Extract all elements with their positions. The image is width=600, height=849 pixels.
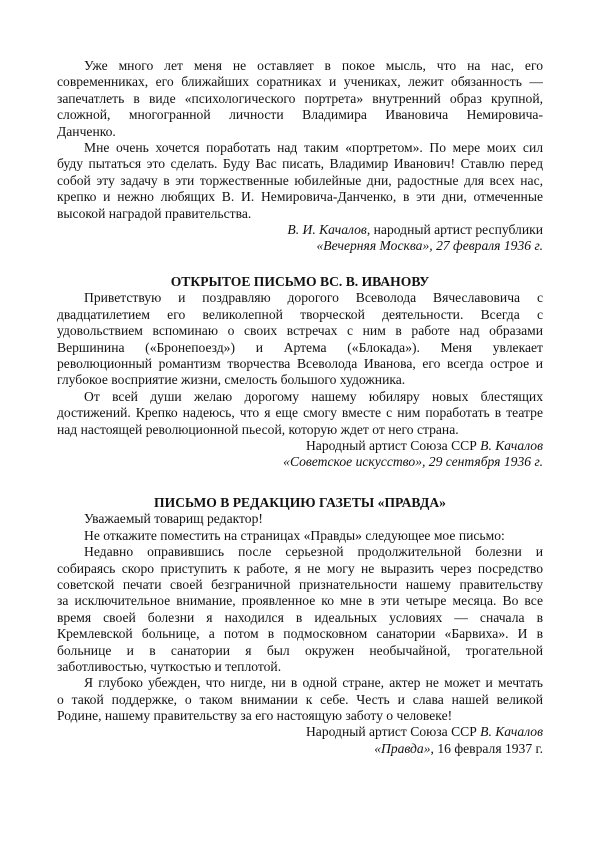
signature-italic: «Правда» — [374, 740, 431, 756]
text-line: высокой наградой правительства. — [57, 205, 252, 221]
signature-plain: Народный артист Союза ССР — [305, 437, 481, 453]
paragraph — [57, 675, 543, 724]
signature-line — [57, 238, 543, 254]
text-line: заботливостью, чуткостью и теплотой. — [57, 658, 282, 674]
signature-italic: В. Качалов — [480, 724, 543, 740]
signature-italic: «Вечерняя Москва», 27 февраля 1936 г. — [316, 238, 543, 254]
signature-italic: В. Качалов — [480, 437, 543, 453]
paragraph — [57, 290, 543, 388]
text-line: Я глубоко убежден, что нигде, ни в одной стране, актер не может и мечтать — [84, 675, 543, 691]
letter-section — [57, 274, 543, 471]
text-line: буду пытаться это сделать. Буду Вас писать, Владимир Иванович! Ставлю перед — [57, 156, 543, 172]
text-line: От всей души желаю дорогому нашему юбиляру новых блестящих — [84, 388, 543, 404]
text-line: Родине, нашему правительству за его настоящую заботу о человеке! — [57, 708, 453, 724]
text-line: глубокое восприятие жизни, смелость большого художника. — [57, 372, 406, 388]
paragraph — [57, 389, 543, 438]
text-line: Не откажите поместить на страницах «Правды» следующее мое письмо: — [84, 527, 505, 543]
text-line: Данченко. — [57, 123, 116, 139]
text-line: Мне очень хочется поработать над таким «портретом». По мере моих сил — [84, 139, 543, 155]
signature-italic: «Советское искусство», 29 сентября 1936 г. — [283, 454, 543, 470]
text-line: достижений. Крепко надеюсь, что я еще смогу вместе с ним поработать в театре — [57, 405, 543, 421]
paragraph — [57, 140, 543, 222]
signature-plain: , 16 февраля 1937 г. — [430, 740, 543, 756]
signature-plain: Народный артист Союза ССР — [305, 724, 481, 740]
text-line: крепко и нежно любящих В. И. Немировича-Данченко, в эти дни, отмеченные — [57, 189, 543, 205]
text-line: о такой поддержке, о таком внимании к себе. Честь и слава нашей великой — [57, 691, 543, 707]
signature-line — [57, 222, 543, 238]
signature-italic: В. И. Качалов — [287, 221, 367, 237]
paragraph — [57, 511, 543, 527]
text-line: Вершинина («Бронепоезд») и Артема («Блокада»). Меня увлекает — [57, 339, 543, 355]
text-line: больнице и в санатории я был окружен необычайной, трогательной — [57, 642, 543, 658]
letter-section — [57, 495, 543, 757]
text-line: Недавно оправившись после серьезной продолжительной болезни и — [84, 544, 543, 560]
section-heading: ОТКРЫТОЕ ПИСЬМО ВС. В. ИВАНОВУ — [170, 274, 430, 289]
text-line: Уже много лет меня не оставляет в покое мысль, что на нас, его — [84, 58, 543, 73]
signature-line — [57, 454, 543, 470]
text-line: Приветствую и поздравляю дорогого Всеволода Вячеславовича с — [84, 290, 543, 306]
text-line: двадцатилетием его великолепной творческой деятельности. Всегда с — [57, 306, 543, 322]
section-heading: ПИСЬМО В РЕДАКЦИЮ ГАЗЕТЫ «ПРАВДА» — [154, 495, 446, 510]
text-line: Кремлевской больнице, а потом в подмосковном санатории «Барвиха». И в — [57, 626, 543, 642]
text-line: запечатлеть в виде «психологического портрета» внутренний образ крупной, — [57, 90, 543, 106]
text-line: за исключительное внимание, проявленное ко мне в эти четыре месяца. Во все — [57, 593, 543, 609]
signature-line — [57, 438, 543, 454]
signature-line — [57, 724, 543, 740]
text-line: собой эту задачу в эти торжественные юбилейные дни, радостные для всех нас, — [57, 172, 543, 188]
letter-section — [57, 58, 543, 255]
text-line: современниках, его ближайших соратниках и учениках, лежит обязанность — — [57, 74, 543, 90]
paragraph — [57, 544, 543, 675]
text-line: революционный романтизм творчества Всеволода Иванова, его всегда острое и — [57, 355, 543, 371]
text-line: время своей болезни я находился в идеальных условиях — сначала в — [57, 609, 543, 625]
signature-plain: , народный артист республики — [366, 221, 543, 237]
signature-line — [57, 741, 543, 757]
paragraph — [57, 528, 543, 544]
text-line: сложной, многогранной личности Владимира Ивановича Немировича- — [57, 107, 543, 123]
text-line: советской печати своей безграничной признательности нашему правительству — [57, 576, 543, 592]
paragraph — [57, 58, 543, 140]
text-line: Уважаемый товарищ редактор! — [84, 511, 263, 527]
text-line: удовольствием вспоминаю о своих встречах с ним в работе над образами — [57, 323, 543, 339]
text-line: собираясь скоро приступить к работе, я не могу не выразить через посредство — [57, 560, 543, 576]
text-line: над настоящей революционной пьесой, которую ждет от него страна. — [57, 421, 459, 437]
